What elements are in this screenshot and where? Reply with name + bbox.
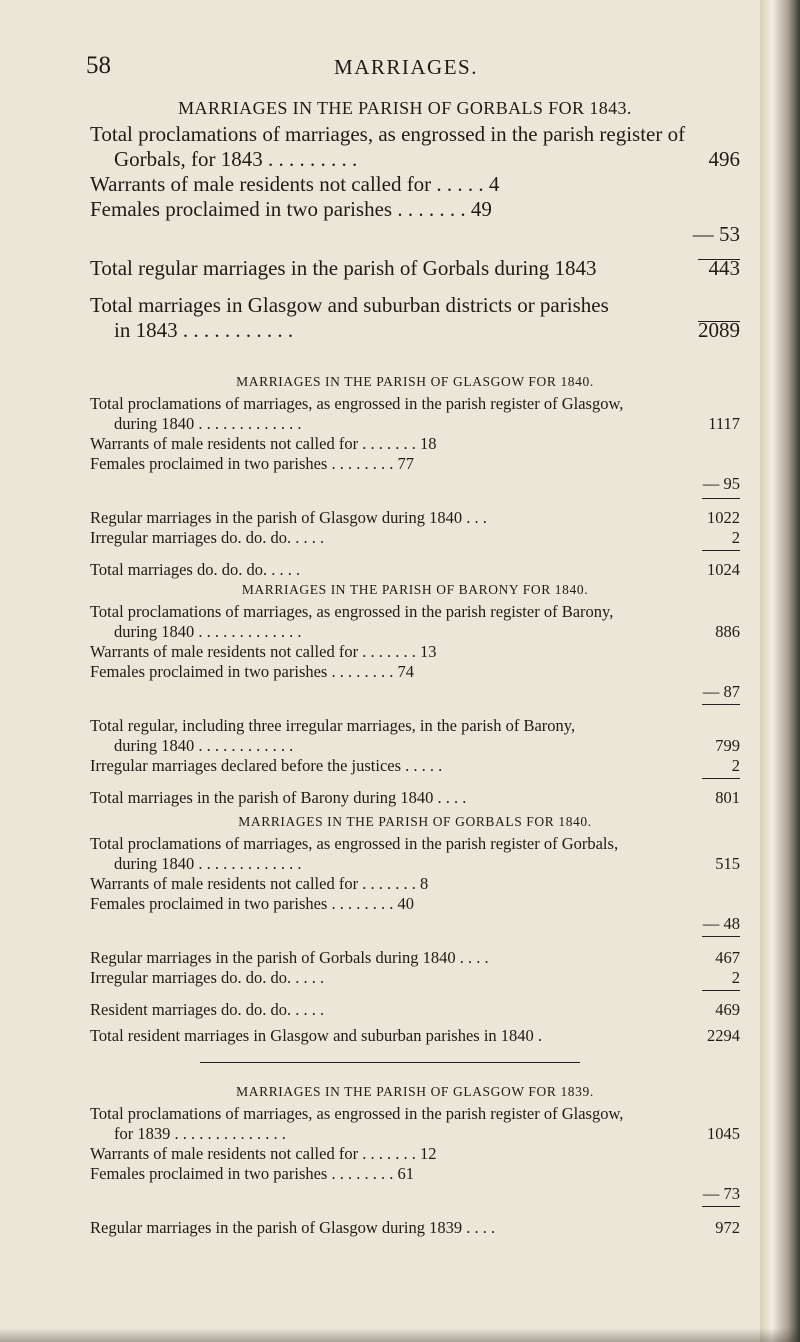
regular-marriages-value: 443	[708, 256, 740, 280]
running-title: MARRIAGES.	[334, 55, 478, 79]
proclamations-label: Total proclamations of marriages, as engrossed in the parish register of Glasgow,	[90, 1104, 624, 1123]
resident-marriages-value: 469	[715, 1000, 740, 1019]
total-marriages-value: 801	[715, 788, 740, 807]
section-gorbals-1840	[90, 814, 740, 1046]
proclamations-value: 496	[708, 147, 740, 171]
page-number: 58	[86, 52, 111, 79]
running-head	[86, 52, 726, 82]
regular-marriages-value: 799	[715, 736, 740, 755]
total-marriages-label: Total marriages in the parish of Barony during 1840 . . . .	[90, 788, 467, 807]
irregular-marriages-value: 2	[731, 528, 740, 547]
irregular-marriages-value: 2	[731, 968, 740, 987]
rule	[702, 498, 740, 499]
section-glasgow-1839	[90, 1084, 740, 1238]
regular-marriages-label-cont: during 1840 . . . . . . . . . . . .	[114, 736, 294, 755]
section-divider	[200, 1062, 580, 1063]
proclamations-value: 1045	[707, 1124, 740, 1143]
irregular-marriages-label: Irregular marriages do. do. do. . . . .	[90, 968, 325, 987]
regular-marriages-label: Total regular marriages in the parish of Gorbals during 1843	[90, 256, 597, 280]
section-heading: MARRIAGES IN THE PARISH OF GLASGOW FOR 1839.	[236, 1084, 594, 1099]
warrants-line: Warrants of male residents not called for . . . . . . . 12	[90, 1144, 437, 1163]
warrants-line: Warrants of male residents not called for . . . . . . . 18	[90, 434, 437, 453]
regular-marriages-label: Regular marriages in the parish of Glasgow during 1839 . . . .	[90, 1218, 496, 1237]
females-line: Females proclaimed in two parishes . . . . . . . . 74	[90, 662, 414, 681]
proclamations-label-cont: during 1840 . . . . . . . . . . . . .	[114, 414, 302, 433]
rule	[702, 990, 740, 991]
section-heading: MARRIAGES IN THE PARISH OF GORBALS FOR 1843.	[178, 98, 632, 118]
rule	[702, 550, 740, 551]
book-binding-edge	[760, 0, 800, 1342]
females-line: Females proclaimed in two parishes . . . . . . . . 77	[90, 454, 414, 473]
proclamations-label-cont: for 1839 . . . . . . . . . . . . . .	[114, 1124, 286, 1143]
subtotal: — 53	[692, 222, 740, 246]
proclamations-value: 1117	[708, 414, 740, 433]
total-marriages-value: 1024	[707, 560, 740, 579]
rule	[702, 778, 740, 779]
total-glasgow-value: 2089	[698, 318, 740, 342]
regular-marriages-label: Regular marriages in the parish of Gorbals during 1840 . . . .	[90, 948, 489, 967]
resident-marriages-label: Resident marriages do. do. do. . . . .	[90, 1000, 325, 1019]
section-barony-1840	[90, 582, 740, 808]
rule	[702, 704, 740, 705]
subtotal: — 87	[702, 682, 740, 701]
section-glasgow-1840	[90, 374, 740, 580]
section-heading: MARRIAGES IN THE PARISH OF GLASGOW FOR 1840.	[236, 374, 594, 389]
regular-marriages-label: Regular marriages in the parish of Glasgow during 1840 . . .	[90, 508, 487, 527]
females-line: Females proclaimed in two parishes . . . . . . . . 40	[90, 894, 414, 913]
subtotal: — 95	[702, 474, 740, 493]
subtotal: — 48	[702, 914, 740, 933]
warrants-line: Warrants of male residents not called for . . . . . . . 13	[90, 642, 437, 661]
proclamations-label: Total proclamations of marriages, as engrossed in the parish register of	[90, 122, 686, 146]
proclamations-value: 886	[715, 622, 740, 641]
irregular-marriages-label: Irregular marriages do. do. do. . . . .	[90, 528, 325, 547]
proclamations-label: Total proclamations of marriages, as engrossed in the parish register of Glasgow,	[90, 394, 624, 413]
proclamations-label-cont: Gorbals, for 1843 . . . . . . . . .	[114, 147, 358, 171]
warrants-line: Warrants of male residents not called for . . . . . . . 8	[90, 874, 429, 893]
rule	[702, 1206, 740, 1207]
page-bottom-shadow	[0, 1328, 800, 1342]
subtotal: — 73	[702, 1184, 740, 1203]
regular-marriages-label: Total regular, including three irregular marriages, in the parish of Barony,	[90, 716, 576, 735]
rule	[702, 936, 740, 937]
total-resident-label: Total resident marriages in Glasgow and suburban parishes in 1840 .	[90, 1026, 543, 1045]
total-glasgow-label-cont: in 1843 . . . . . . . . . . .	[114, 318, 294, 342]
irregular-marriages-value: 2	[731, 756, 740, 775]
proclamations-label-cont: during 1840 . . . . . . . . . . . . .	[114, 622, 302, 641]
proclamations-label-cont: during 1840 . . . . . . . . . . . . .	[114, 854, 302, 873]
proclamations-label: Total proclamations of marriages, as engrossed in the parish register of Gorbals,	[90, 834, 619, 853]
irregular-marriages-label: Irregular marriages declared before the justices . . . . .	[90, 756, 443, 775]
total-resident-value: 2294	[707, 1026, 740, 1045]
section-heading: MARRIAGES IN THE PARISH OF BARONY FOR 1840.	[241, 582, 589, 597]
warrants-line: Warrants of male residents not called for . . . . . 4	[90, 172, 500, 196]
section-gorbals-1843	[90, 98, 740, 343]
total-marriages-label: Total marriages do. do. do. . . . .	[90, 560, 301, 579]
regular-marriages-value: 972	[715, 1218, 740, 1237]
section-heading: MARRIAGES IN THE PARISH OF GORBALS FOR 1840.	[238, 814, 592, 829]
females-line: Females proclaimed in two parishes . . . . . . . . 61	[90, 1164, 414, 1183]
females-line: Females proclaimed in two parishes . . . . . . . 49	[90, 197, 492, 221]
proclamations-label: Total proclamations of marriages, as engrossed in the parish register of Barony,	[90, 602, 614, 621]
proclamations-value: 515	[715, 854, 740, 873]
regular-marriages-value: 467	[715, 948, 740, 967]
regular-marriages-value: 1022	[707, 508, 740, 527]
total-glasgow-label: Total marriages in Glasgow and suburban districts or parishes	[90, 293, 609, 317]
